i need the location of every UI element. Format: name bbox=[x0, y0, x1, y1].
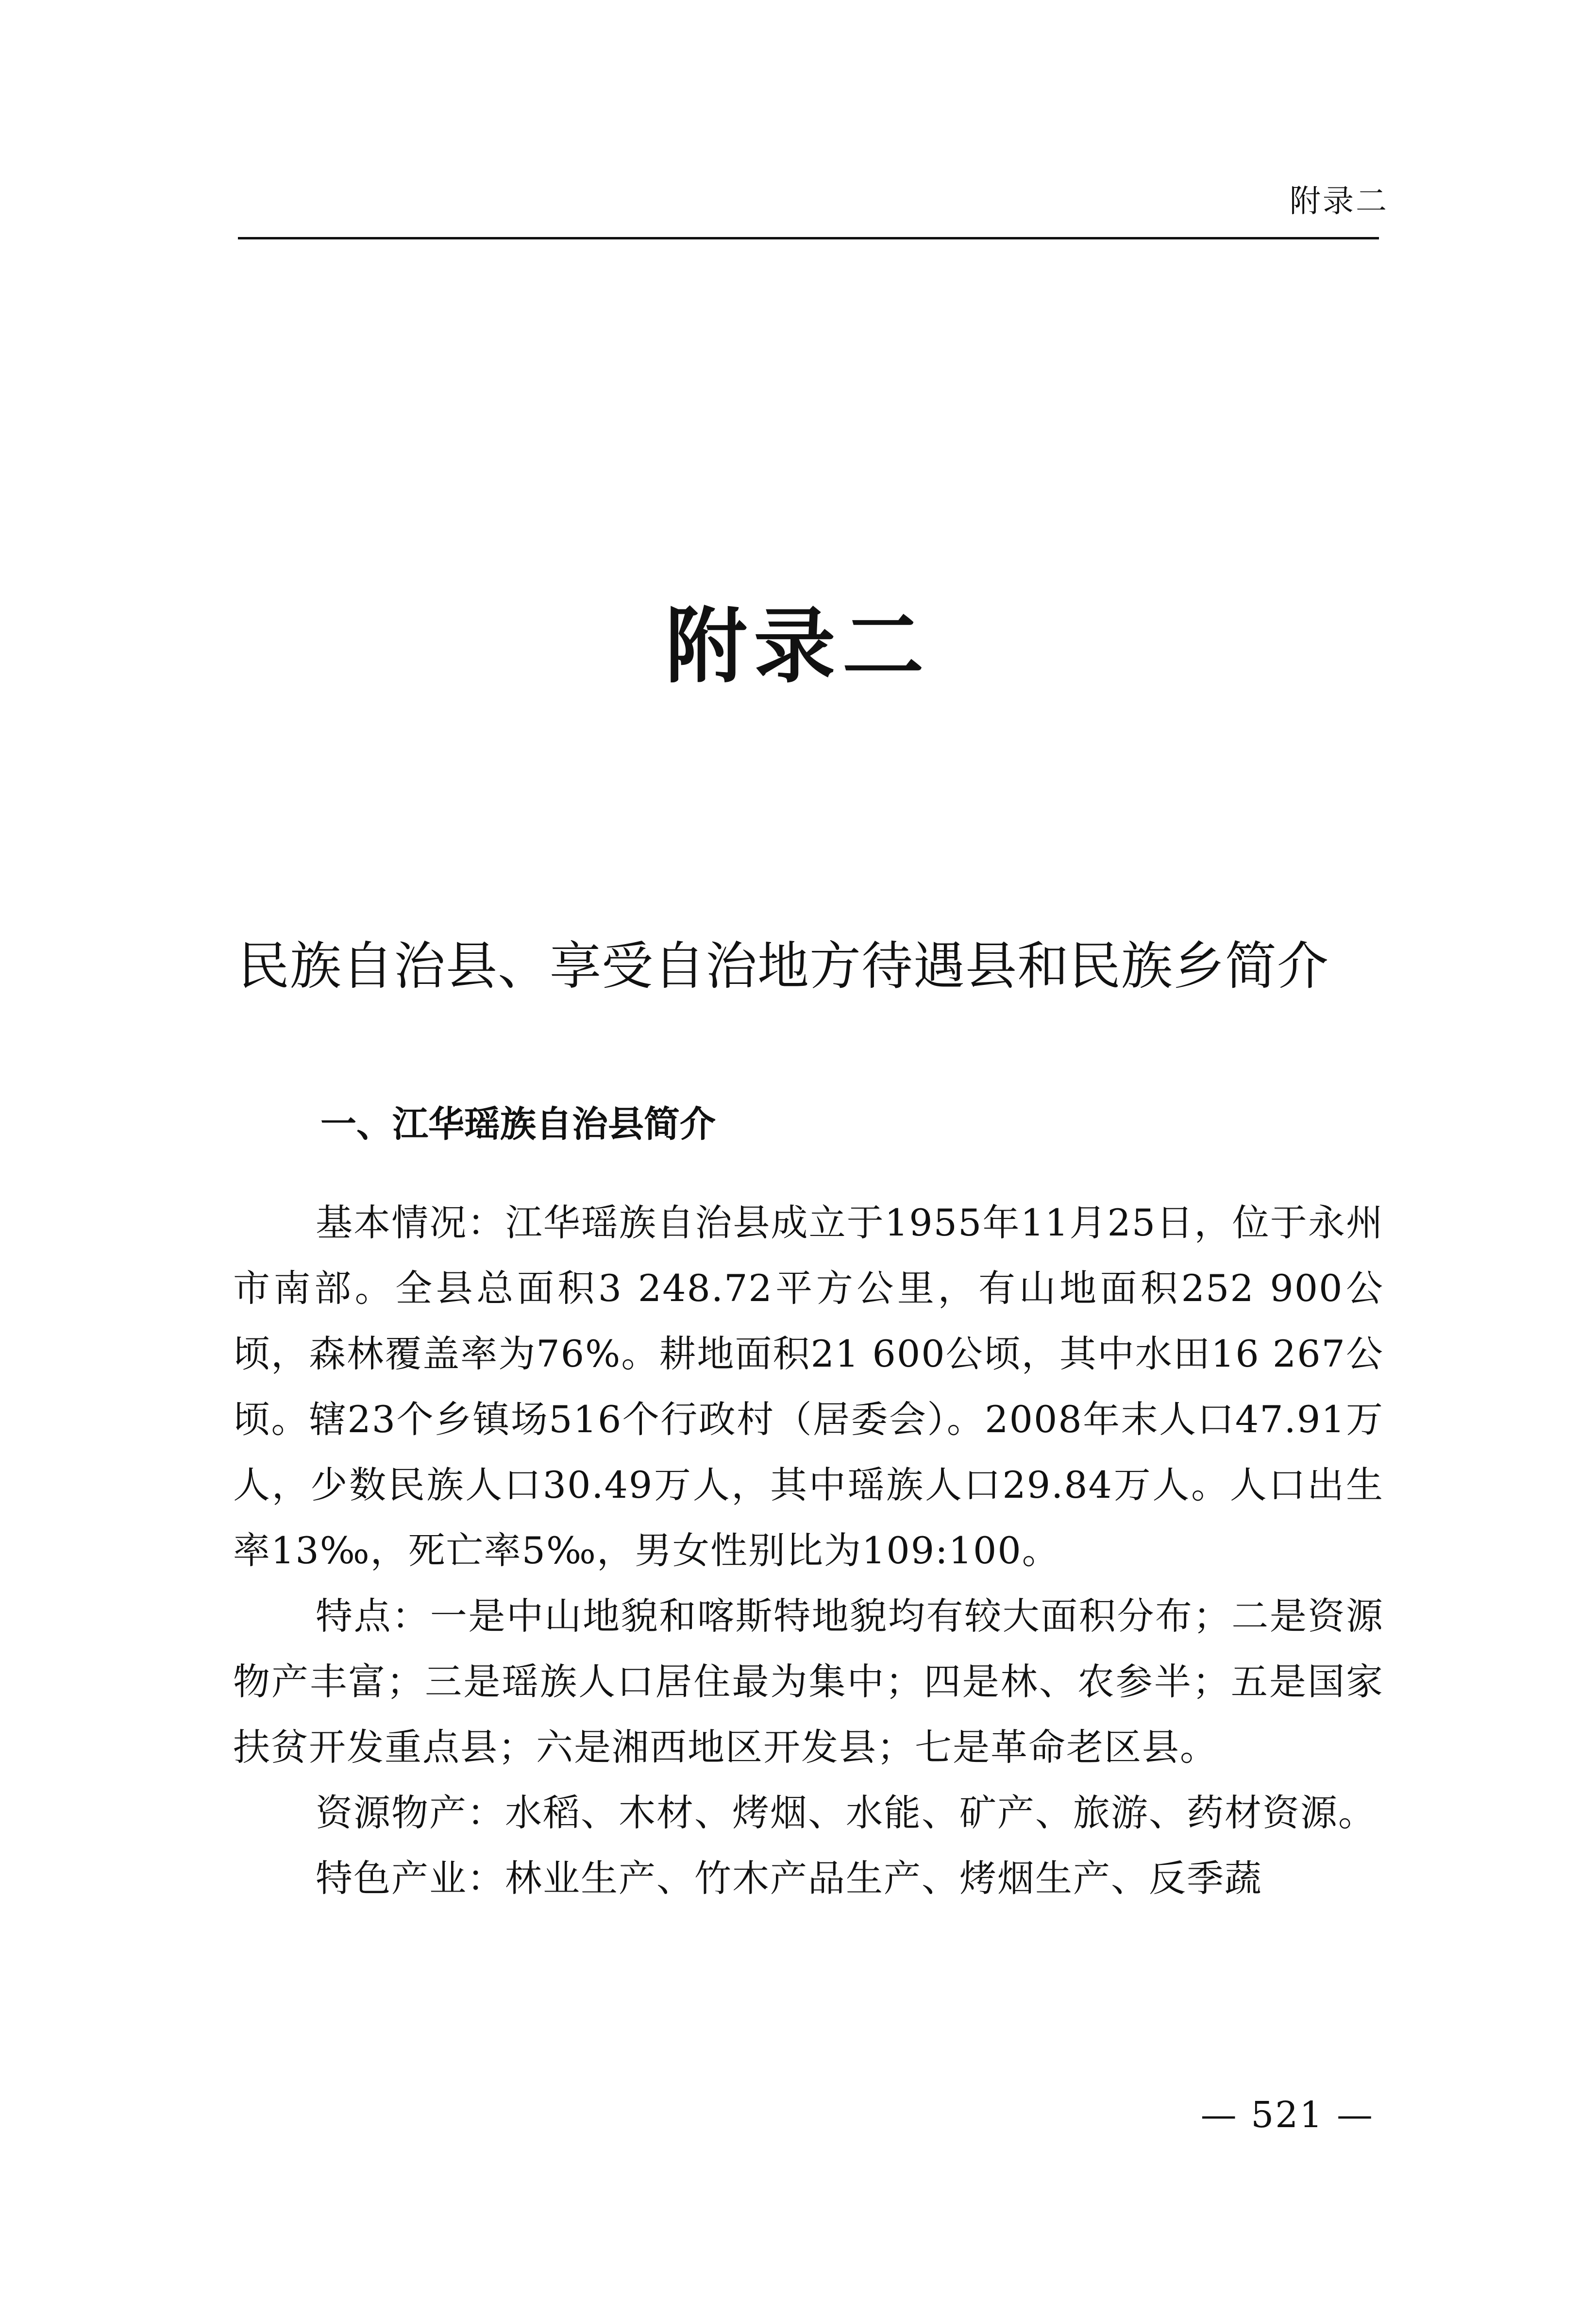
body-text bbox=[233, 1190, 1384, 1911]
paragraph-industries: 特色产业：林业生产、竹木产品生产、烤烟生产、反季蔬 bbox=[316, 1857, 1262, 1900]
page-number: — 521 — bbox=[1200, 2094, 1374, 2136]
section-title: 民族自治县、享受自治地方待遇县和民族乡简介 bbox=[238, 936, 1329, 996]
subsection-title: 一、江华瑶族自治县简介 bbox=[320, 1103, 716, 1145]
paragraph-resources: 资源物产：水稻、木材、烤烟、水能、矿产、旅游、药材资源。 bbox=[316, 1791, 1376, 1834]
appendix-title: 附录二 bbox=[665, 598, 931, 694]
paragraph-features: 特点：一是中山地貌和喀斯特地貌均有较大面积分布；二是资源物产丰富；三是瑶族人口居住最为集中；四是林、农参半；五是国家扶贫开发重点县；六是湘西地区开发县；七是革命老区县。 bbox=[233, 1594, 1384, 1769]
header-rule bbox=[238, 237, 1379, 239]
running-header: 附录二 bbox=[1290, 184, 1389, 220]
paragraph-basic-info: 基本情况：江华瑶族自治县成立于1955年11月25日，位于永州市南部。全县总面积3 248.72平方公里，有山地面积252 900公顷，森林覆盖率为76%。耕地面积21 600公顷，其中水田16 267公顷。辖23个乡镇场516个行政村（居委会）。2008年末人口47.91万人，少数民族人口30.49万人，其中瑶族人口29.84万人。人口出生率13‰，死亡率5‰，男女性别比为109:100。 bbox=[233, 1201, 1384, 1572]
